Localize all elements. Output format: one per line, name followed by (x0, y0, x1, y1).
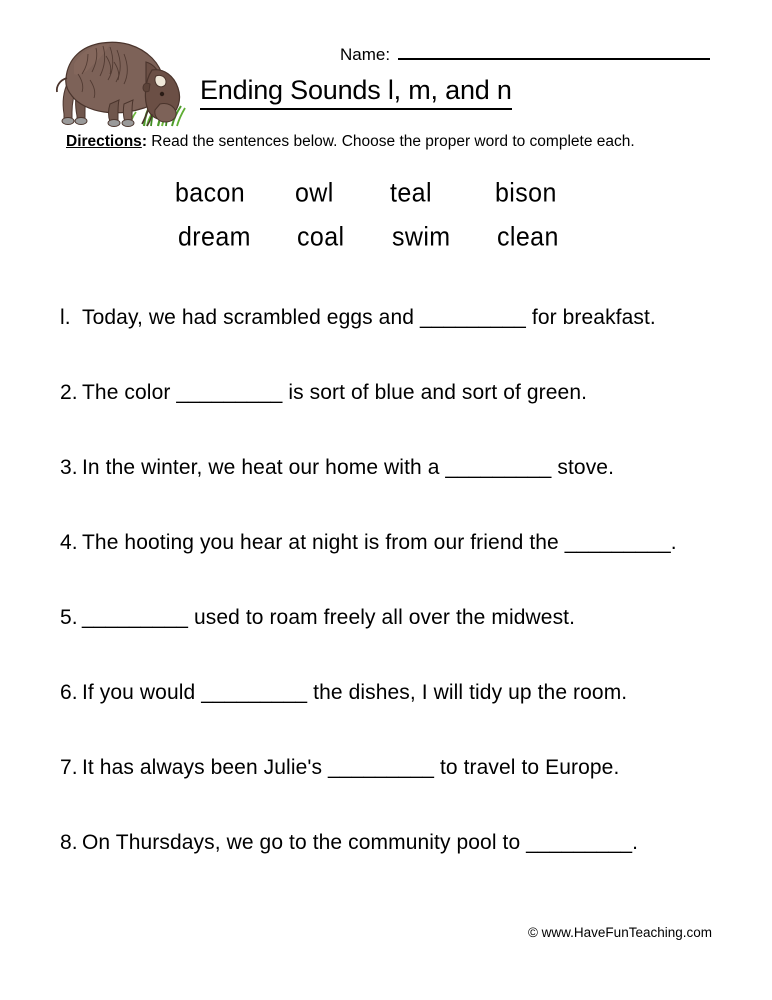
question-item (60, 756, 740, 831)
word-bank-item[interactable]: bison (495, 178, 557, 208)
question-number: l. (60, 306, 71, 329)
question-text[interactable]: If you would _________ the dishes, I will tidy up the room. (82, 681, 628, 704)
directions-colon: : (141, 133, 147, 150)
word-bank-row-2 (175, 224, 595, 264)
page-title: Ending Sounds l, m, and n (200, 76, 512, 110)
question-number: 7. (60, 756, 78, 779)
question-item (60, 306, 740, 381)
word-bank-item[interactable]: owl (295, 178, 334, 208)
question-item (60, 681, 740, 756)
question-text[interactable]: It has always been Julie's _________ to travel to Europe. (82, 756, 620, 779)
word-bank-item[interactable]: swim (392, 222, 451, 252)
question-number: 4. (60, 531, 78, 554)
word-bank-item[interactable]: bacon (175, 178, 246, 208)
question-text[interactable]: On Thursdays, we go to the community pool to _________. (82, 831, 639, 854)
question-item (60, 606, 740, 681)
directions-label: Directions (66, 133, 142, 150)
question-number: 2. (60, 381, 78, 404)
question-number: 8. (60, 831, 78, 854)
question-number: 5. (60, 606, 78, 629)
question-text[interactable]: The hooting you hear at night is from our friend the _________. (82, 531, 677, 554)
question-number: 6. (60, 681, 78, 704)
question-list (60, 306, 740, 906)
name-input-line[interactable] (398, 44, 710, 60)
word-bank-item[interactable]: coal (297, 222, 345, 252)
question-item (60, 381, 740, 456)
question-item (60, 831, 740, 906)
word-bank-item[interactable]: dream (178, 222, 251, 252)
question-number: 3. (60, 456, 78, 479)
name-field-row (340, 44, 710, 70)
directions-line (66, 133, 635, 151)
name-label: Name: (340, 45, 391, 64)
word-bank-item[interactable]: teal (390, 178, 432, 208)
question-item (60, 531, 740, 606)
word-bank-item[interactable]: clean (497, 222, 559, 252)
question-item (60, 456, 740, 531)
word-bank-row-1 (175, 180, 595, 220)
question-text[interactable]: In the winter, we heat our home with a _________ stove. (82, 456, 615, 479)
bison-illustration (48, 34, 208, 132)
footer-copyright: © www.HaveFunTeaching.com (527, 925, 712, 940)
question-text[interactable]: _________ used to roam freely all over the midwest. (82, 606, 576, 629)
question-text[interactable]: The color _________ is sort of blue and sort of green. (82, 381, 588, 404)
directions-text: Read the sentences below. Choose the proper word to complete each. (146, 133, 635, 150)
question-text[interactable]: Today, we had scrambled eggs and _________ for breakfast. (82, 306, 656, 329)
word-bank (175, 180, 595, 264)
